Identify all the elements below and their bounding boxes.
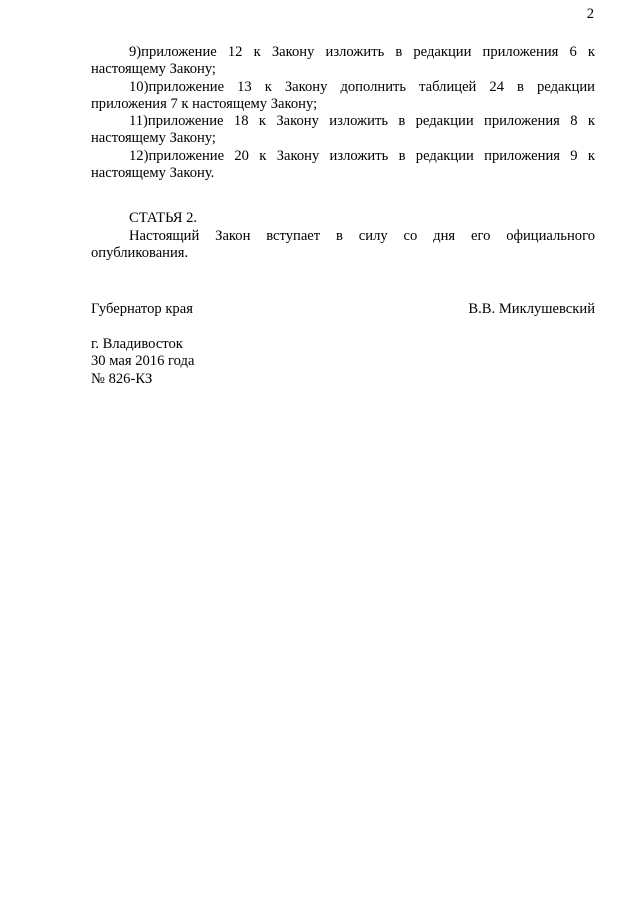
list-item-9: 9)приложение 12 к Закону изложить в редакции приложения 6 к настоящему Закону; xyxy=(91,44,595,78)
article-title: СТАТЬЯ 2. xyxy=(129,210,198,227)
page-number: 2 xyxy=(586,6,594,22)
document-number: № 826-КЗ xyxy=(91,370,153,387)
signatory-name: В.В. Миклушевский xyxy=(468,301,595,317)
document-body xyxy=(91,44,595,262)
article-text: Настоящий Закон вступает в силу со дня его официального опубликования. xyxy=(91,227,595,261)
signature-block xyxy=(91,301,595,318)
signatory-position: Губернатор края xyxy=(91,301,193,317)
list-item-11: 11)приложение 18 к Закону изложить в редакции приложения 8 к настоящему Закону; xyxy=(91,113,595,147)
date: 30 мая 2016 года xyxy=(91,353,195,370)
list-item-12: 12)приложение 20 к Закону изложить в редакции приложения 9 к настоящему Закону. xyxy=(91,147,595,182)
city: г. Владивосток xyxy=(91,336,183,352)
list-item-10: 10)приложение 13 к Закону дополнить таблицей 24 в редакции приложения 7 к настоящему Закону; xyxy=(91,78,595,112)
document-meta xyxy=(91,336,194,388)
